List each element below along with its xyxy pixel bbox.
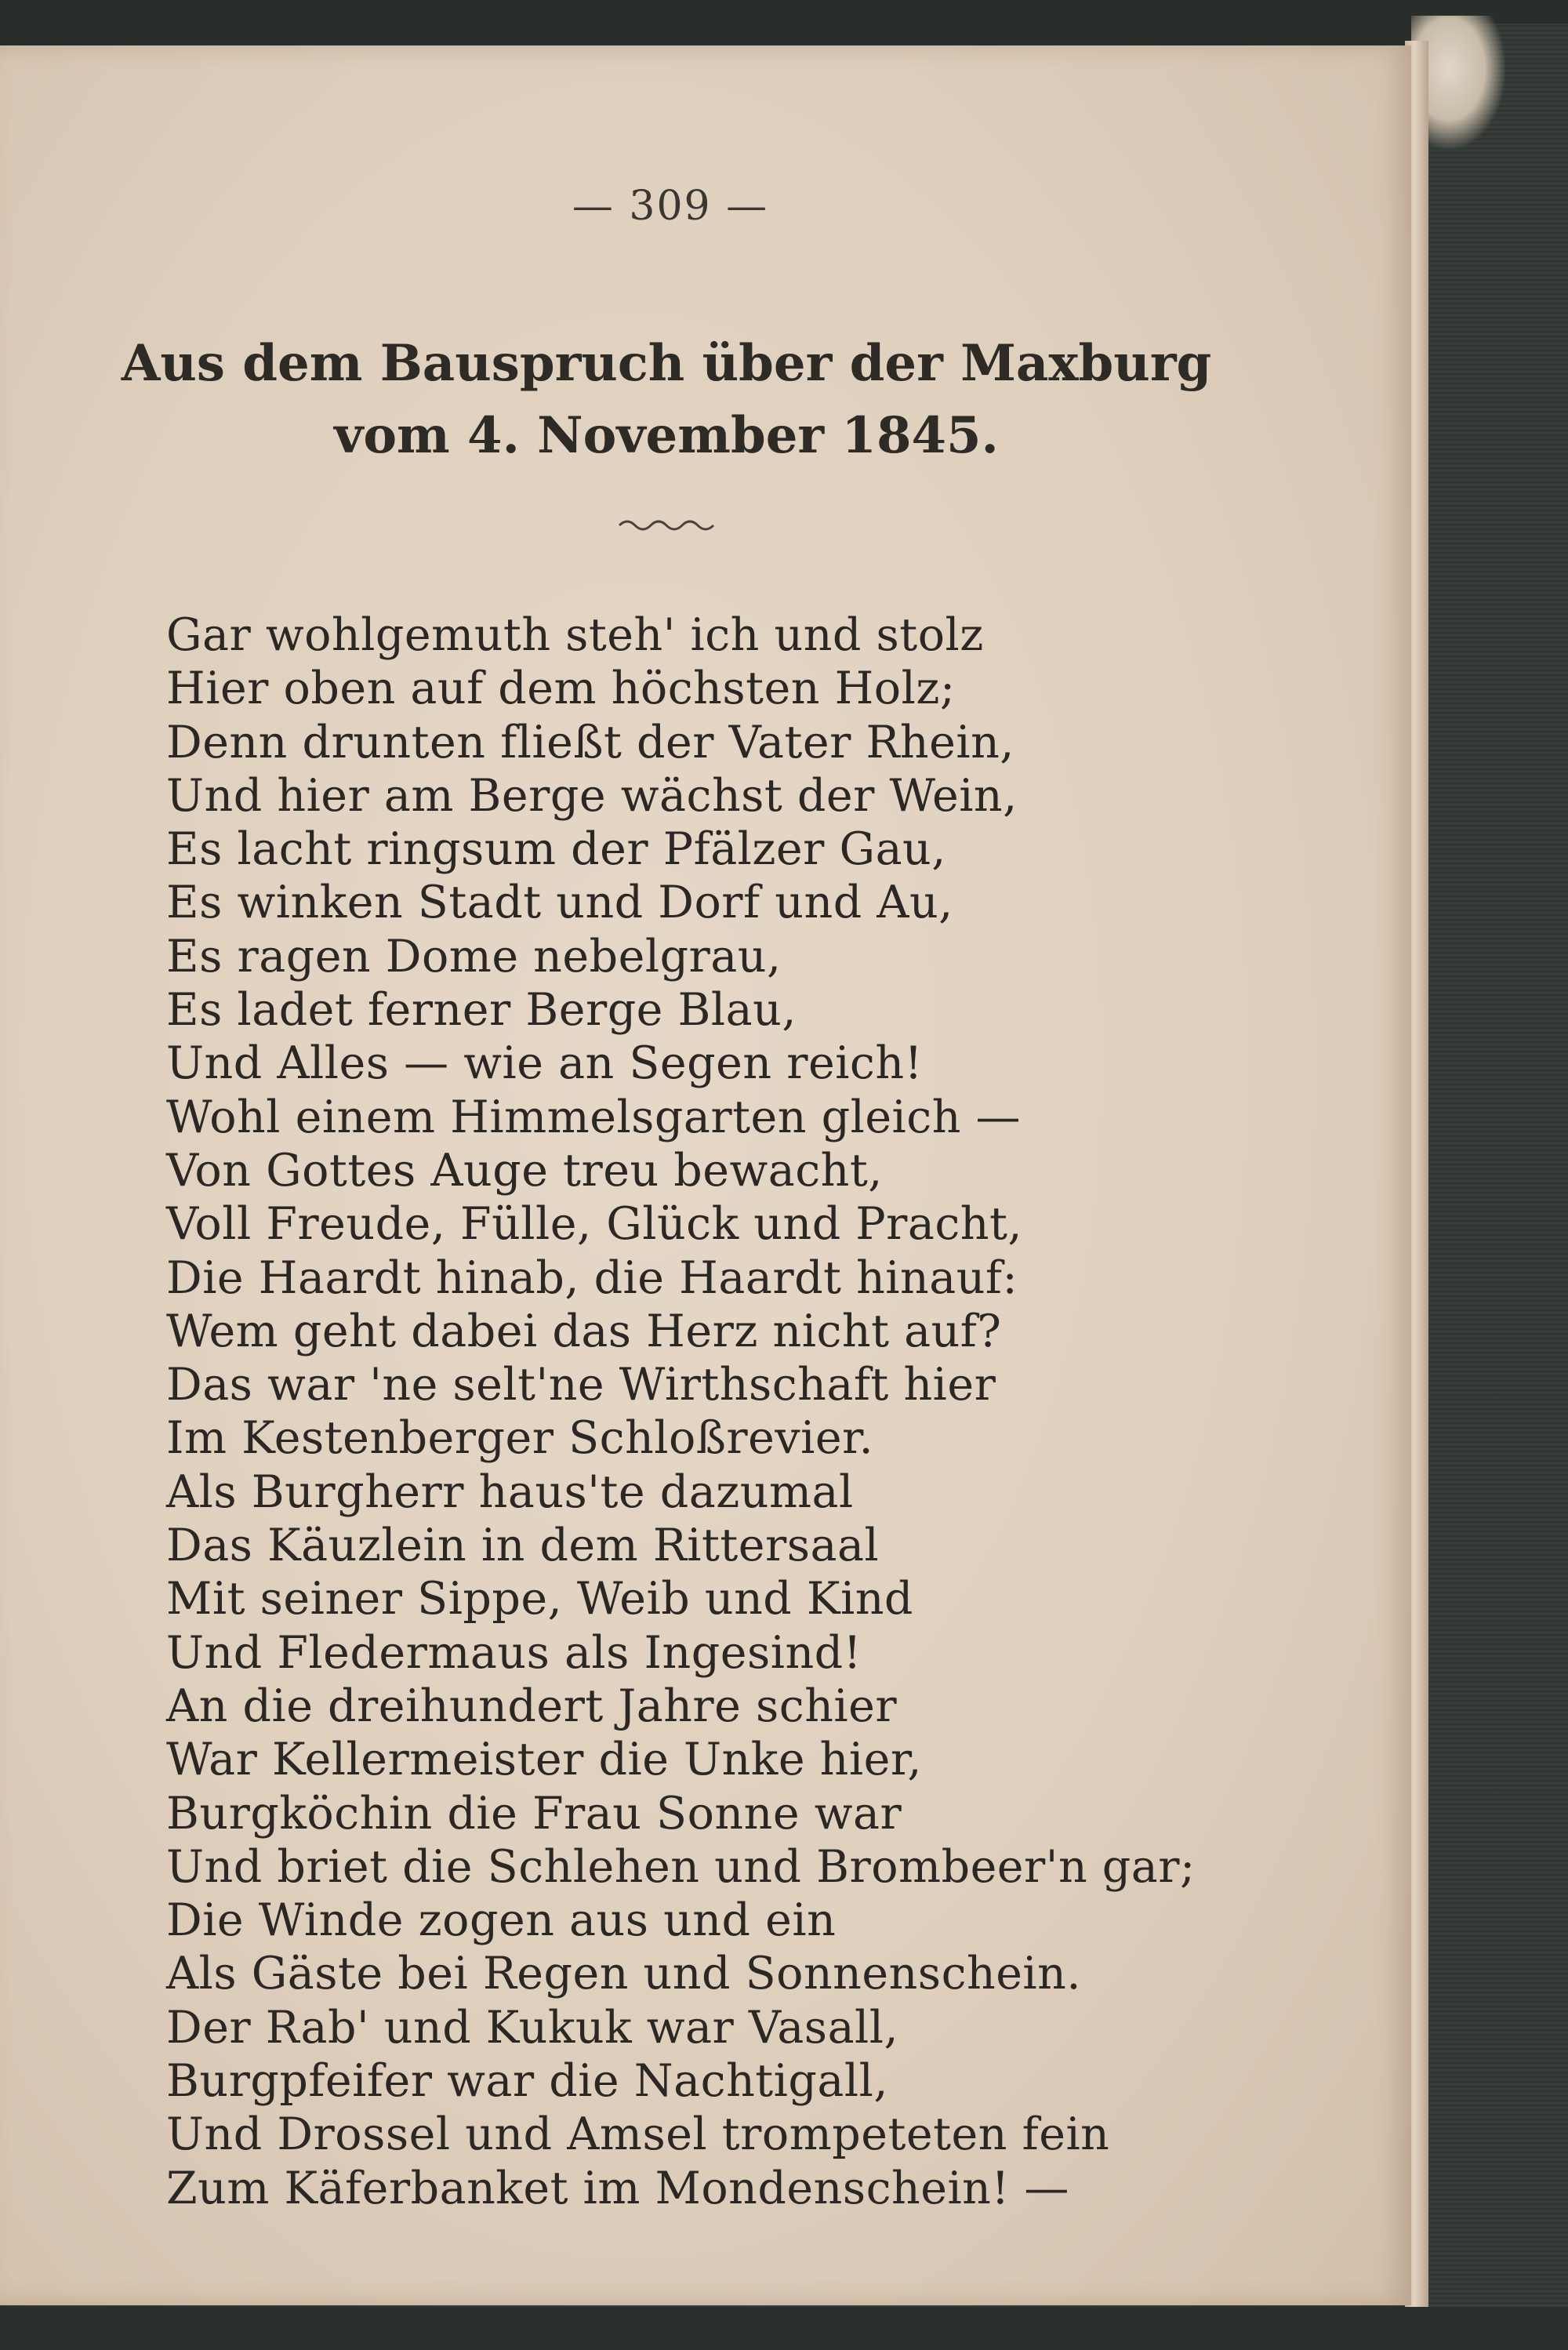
book-page [0, 45, 1411, 2305]
poem-line: Der Rab' und Kukuk war Vasall, [166, 2001, 899, 2054]
poem-line: Die Winde zogen aus und ein [166, 1894, 837, 1947]
poem-line: Das Käuzlein in dem Rittersaal [166, 1520, 880, 1572]
poem-title-line-1: Aus dem Bauspruch über der Maxburg [121, 334, 1212, 393]
poem-line: Burgpfeifer war die Nachtigall, [166, 2055, 888, 2108]
poem-line: Wohl einem Himmelsgarten gleich — [166, 1091, 1022, 1143]
poem-line: Gar wohlgemuth steh' ich und stolz [166, 609, 984, 661]
poem-line: Die Haardt hinab, die Haardt hinauf: [166, 1251, 1018, 1304]
poem-title [118, 328, 1215, 472]
poem-line: Als Burgherr haus'te dazumal [166, 1466, 854, 1518]
poem-line: Zum Käferbanket im Mondenschein! — [166, 2162, 1069, 2214]
book-cover-spine [1423, 24, 1568, 2350]
book-cover-bottom [0, 2307, 1568, 2350]
poem-line: Und hier am Berge wächst der Wein, [166, 769, 1018, 822]
poem-line: Hier oben auf dem höchsten Holz; [166, 663, 956, 715]
poem-line: Im Kestenberger Schloßrevier. [166, 1412, 874, 1465]
poem-body [166, 608, 1389, 2215]
poem-line: Burgköchin die Frau Sonne war [166, 1787, 902, 1840]
poem-line: Es ragen Dome nebelgrau, [166, 930, 782, 982]
poem-line: An die dreihundert Jahre schier [166, 1680, 898, 1732]
poem-line: Es ladet ferner Berge Blau, [166, 984, 797, 1037]
poem-title-line-2: vom 4. November 1845. [334, 406, 999, 465]
poem-line: Mit seiner Sippe, Weib und Kind [166, 1573, 913, 1625]
poem-line: Und Drossel und Amsel trompeteten fein [166, 2108, 1110, 2161]
poem-line: Und briet die Schlehen und Brombeer'n gar; [166, 1840, 1196, 1893]
poem-line: Und Fledermaus als Ingesind! [166, 1626, 862, 1679]
poem-line: Wem geht dabei das Herz nicht auf? [166, 1305, 1002, 1357]
poem-line: Als Gäste bei Regen und Sonnenschein. [166, 1948, 1081, 2000]
poem-line: Es winken Stadt und Dorf und Au, [166, 877, 953, 929]
divider-ornament-icon [615, 508, 717, 539]
poem-line: Voll Freude, Fülle, Glück und Pracht, [166, 1198, 1023, 1251]
poem-line: Und Alles — wie an Segen reich! [166, 1037, 923, 1090]
poem-line: Es lacht ringsum der Pfälzer Gau, [166, 823, 946, 876]
page-number: — 309 — [572, 183, 769, 230]
poem-line: Von Gottes Auge treu bewacht, [166, 1144, 883, 1197]
poem-line: Das war 'ne selt'ne Wirthschaft hier [166, 1359, 996, 1411]
poem-line: War Kellermeister die Unke hier, [166, 1734, 922, 1786]
poem-line: Denn drunten fließt der Vater Rhein, [166, 716, 1014, 768]
book-cover-top [0, 0, 1568, 49]
